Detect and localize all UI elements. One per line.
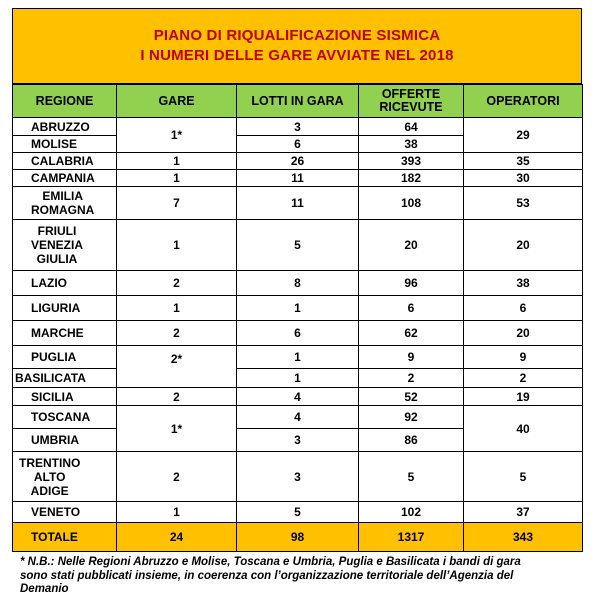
cell-regione: TOSCANA bbox=[13, 406, 117, 429]
table-row bbox=[13, 502, 583, 523]
cell-offerte: 9 bbox=[359, 346, 464, 369]
regione-name-block bbox=[31, 224, 83, 266]
cell-operatori: 37 bbox=[464, 502, 583, 523]
title-box bbox=[12, 8, 582, 84]
cell-regione: LAZIO bbox=[13, 271, 117, 296]
table-row bbox=[13, 187, 583, 220]
cell-lotti: 3 bbox=[237, 429, 359, 452]
cell-offerte: 38 bbox=[359, 136, 464, 153]
cell-offerte: 64 bbox=[359, 118, 464, 136]
cell-total-offerte: 1317 bbox=[359, 523, 464, 552]
cell-total-gare: 24 bbox=[117, 523, 237, 552]
cell-lotti: 5 bbox=[237, 220, 359, 271]
cell-lotti: 4 bbox=[237, 406, 359, 429]
regione-line: EMILIA bbox=[42, 189, 83, 203]
header-lotti: LOTTI IN GARA bbox=[237, 85, 359, 118]
cell-operatori: 30 bbox=[464, 170, 583, 187]
footnote-line: Demanio bbox=[20, 583, 69, 595]
cell-lotti: 1 bbox=[237, 369, 359, 388]
table-row bbox=[13, 369, 583, 388]
cell-operatori: 53 bbox=[464, 187, 583, 220]
cell-lotti: 3 bbox=[237, 452, 359, 502]
cell-total-lotti: 98 bbox=[237, 523, 359, 552]
cell-offerte: 102 bbox=[359, 502, 464, 523]
cell-offerte: 6 bbox=[359, 296, 464, 321]
header-regione: REGIONE bbox=[13, 85, 117, 118]
cell-gare: 7 bbox=[117, 187, 237, 220]
table-row bbox=[13, 388, 583, 406]
gare-table bbox=[12, 84, 583, 552]
cell-gare: 1* bbox=[117, 118, 237, 153]
cell-operatori: 29 bbox=[464, 118, 583, 153]
cell-total-operatori: 343 bbox=[464, 523, 583, 552]
cell-offerte: 108 bbox=[359, 187, 464, 220]
cell-offerte: 52 bbox=[359, 388, 464, 406]
cell-lotti: 11 bbox=[237, 187, 359, 220]
table-row bbox=[13, 452, 583, 502]
cell-offerte: 5 bbox=[359, 452, 464, 502]
cell-operatori: 20 bbox=[464, 220, 583, 271]
header-offerte-line1: OFFERTE bbox=[381, 87, 441, 101]
title-line-2: I NUMERI DELLE GARE AVVIATE NEL 2018 bbox=[140, 47, 454, 64]
cell-total-label: TOTALE bbox=[13, 523, 117, 552]
cell-operatori: 35 bbox=[464, 153, 583, 170]
cell-regione: VENETO bbox=[13, 502, 117, 523]
table-row bbox=[13, 346, 583, 369]
cell-offerte: 393 bbox=[359, 153, 464, 170]
table-row bbox=[13, 153, 583, 170]
cell-lotti: 1 bbox=[237, 296, 359, 321]
cell-regione: MARCHE bbox=[13, 321, 117, 346]
cell-gare: 2 bbox=[117, 271, 237, 296]
header-gare: GARE bbox=[117, 85, 237, 118]
cell-lotti: 5 bbox=[237, 502, 359, 523]
table-row bbox=[13, 321, 583, 346]
cell-offerte: 96 bbox=[359, 271, 464, 296]
cell-gare: 1 bbox=[117, 153, 237, 170]
cell-offerte: 92 bbox=[359, 406, 464, 429]
cell-gare: 1* bbox=[117, 406, 237, 452]
cell-lotti: 8 bbox=[237, 271, 359, 296]
cell-gare bbox=[117, 346, 237, 388]
header-row bbox=[13, 85, 583, 118]
cell-operatori: 20 bbox=[464, 321, 583, 346]
cell-regione: PUGLIA bbox=[13, 346, 117, 369]
cell-regione: ABRUZZO bbox=[13, 118, 117, 136]
cell-operatori: 38 bbox=[464, 271, 583, 296]
cell-lotti: 3 bbox=[237, 118, 359, 136]
cell-gare: 2 bbox=[117, 452, 237, 502]
cell-regione bbox=[13, 452, 117, 502]
header-offerte-line2: RICEVUTE bbox=[379, 100, 443, 114]
cell-operatori: 40 bbox=[464, 406, 583, 452]
regione-name-block bbox=[19, 456, 80, 498]
table-row bbox=[13, 220, 583, 271]
cell-offerte: 86 bbox=[359, 429, 464, 452]
cell-gare: 2 bbox=[117, 321, 237, 346]
header-offerte bbox=[359, 85, 464, 118]
cell-operatori: 6 bbox=[464, 296, 583, 321]
cell-regione: CAMPANIA bbox=[13, 170, 117, 187]
cell-lotti: 1 bbox=[237, 346, 359, 369]
total-row bbox=[13, 523, 583, 552]
title-line-1: PIANO DI RIQUALIFICAZIONE SISMICA bbox=[153, 27, 441, 44]
gare-value: 2* bbox=[170, 352, 183, 366]
gare-table-frame bbox=[12, 8, 582, 552]
cell-gare: 2 bbox=[117, 388, 237, 406]
table-row bbox=[13, 170, 583, 187]
footnote-line: sono stati pubblicati insieme, in coerenza con l’organizzazione territoriale dell’Agenzia del bbox=[20, 569, 514, 582]
cell-offerte: 2 bbox=[359, 369, 464, 388]
cell-lotti: 11 bbox=[237, 170, 359, 187]
regione-line: GIULIA bbox=[36, 252, 78, 266]
table-row bbox=[13, 118, 583, 136]
regione-line: VENEZIA bbox=[31, 238, 84, 252]
regione-line: ALTO bbox=[33, 469, 66, 484]
cell-regione: CALABRIA bbox=[13, 153, 117, 170]
cell-operatori: 2 bbox=[464, 369, 583, 388]
footnote-line: * N.B.: Nelle Regioni Abruzzo e Molise, Toscana e Umbria, Puglia e Basilicata i bandi di gara bbox=[20, 556, 521, 568]
header-operatori: OPERATORI bbox=[464, 85, 583, 118]
cell-gare: 1 bbox=[117, 220, 237, 271]
cell-lotti: 4 bbox=[237, 388, 359, 406]
table-row bbox=[13, 296, 583, 321]
cell-regione: MOLISE bbox=[13, 136, 117, 153]
table-row bbox=[13, 406, 583, 429]
cell-regione: SICILIA bbox=[13, 388, 117, 406]
cell-regione bbox=[13, 220, 117, 271]
regione-line: ADIGE bbox=[30, 483, 69, 498]
cell-offerte: 20 bbox=[359, 220, 464, 271]
cell-gare: 1 bbox=[117, 170, 237, 187]
regione-line: FRIULI bbox=[37, 224, 77, 238]
cell-operatori: 5 bbox=[464, 452, 583, 502]
cell-regione bbox=[13, 187, 117, 220]
cell-lotti: 6 bbox=[237, 136, 359, 153]
cell-lotti: 26 bbox=[237, 153, 359, 170]
cell-regione: BASILICATA bbox=[13, 369, 117, 388]
cell-regione: LIGURIA bbox=[13, 296, 117, 321]
regione-line: ROMAGNA bbox=[31, 203, 95, 217]
cell-lotti: 6 bbox=[237, 321, 359, 346]
cell-offerte: 182 bbox=[359, 170, 464, 187]
regione-name-block bbox=[31, 189, 94, 217]
cell-gare: 1 bbox=[117, 296, 237, 321]
cell-offerte: 62 bbox=[359, 321, 464, 346]
table-row bbox=[13, 271, 583, 296]
cell-regione: UMBRIA bbox=[13, 429, 117, 452]
regione-line: TRENTINO bbox=[19, 455, 81, 470]
cell-gare: 1 bbox=[117, 502, 237, 523]
cell-operatori: 9 bbox=[464, 346, 583, 369]
cell-operatori: 19 bbox=[464, 388, 583, 406]
footnote bbox=[20, 556, 590, 597]
